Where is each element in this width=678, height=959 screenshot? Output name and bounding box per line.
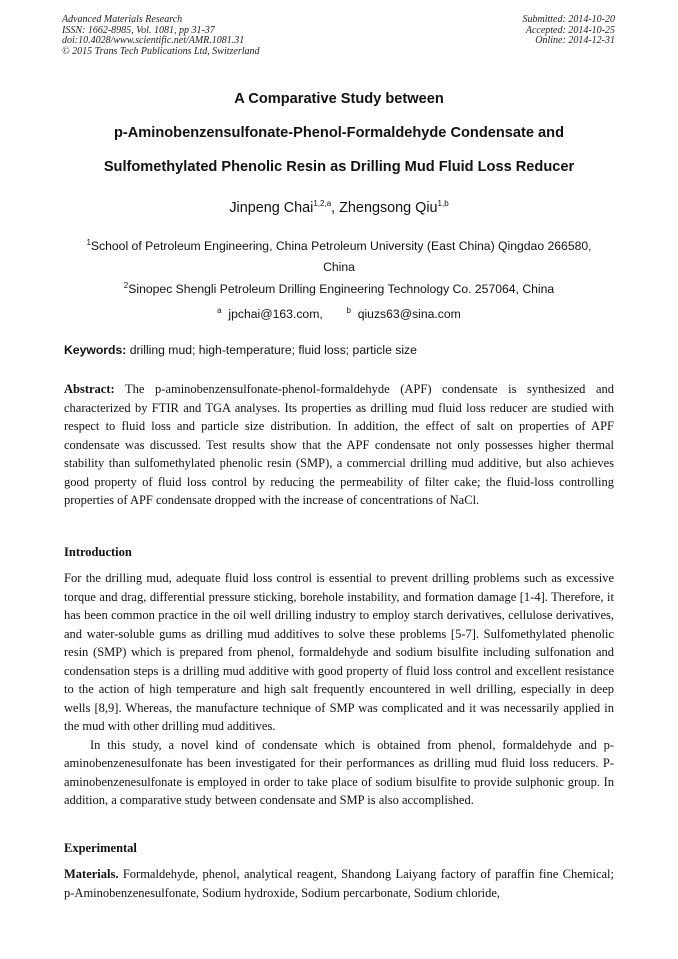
- author-affiliation-sup: 1,2,a: [313, 199, 332, 209]
- email-address[interactable]: qiuzs63@sina.com: [357, 307, 461, 321]
- title-line-3: Sulfomethylated Phenolic Resin as Drilling Mud Fluid Loss Reducer: [103, 159, 575, 175]
- paragraph: In this study, a novel kind of condensate which is obtained from phenol, formaldehyde and p-aminobenzenesulfonate has been investigated for their performances as drilling mud fluid loss reducers. P-aminobenzenesulfonate is employed in order to take place of sodium bisulfite to provide sulphonic group. In addition, a comparative study between condensate and SMP is also accomplished.: [64, 737, 614, 807]
- author-list: [40, 200, 638, 216]
- affiliation-sup: 2: [123, 280, 129, 290]
- section-heading-experimental: Experimental: [64, 841, 137, 855]
- journal-name: Advanced Materials Research: [62, 14, 183, 25]
- paragraph: For the drilling mud, adequate fluid loss control is essential to prevent drilling problems such as excessive torque and drag, differential pressure sticking, borehole instability, and formation damage [1-4]. Therefore, it has been common practice in the oil well drilling industry to employ starch derivatives, cellulose derivatives, and water-soluble gums as drilling mud additives to solve these problems [5-7]. Sulfomethylated phenolic resin (SMP) which is prepared from phenol, formaldehyde and sodium bisulfite including sulfonation and condensation steps is a drilling mud additive with good property of fluid loss control and excellent resistance to the action of high temperature and high salt frequently encountered in well drilling, especially in deep wells [8,9]. Whereas, the manufacture technique of SMP was complicated and it was necessarily applied in the mud with other drilling mud additives.: [64, 571, 614, 733]
- experimental-body: [64, 865, 614, 902]
- title-line-2: p-Aminobenzensulfonate-Phenol-Formaldehyde Condensate and: [113, 125, 564, 141]
- email-sup: b: [346, 305, 351, 315]
- keywords-label: Keywords:: [64, 343, 127, 357]
- title-line-1: A Comparative Study between: [234, 91, 444, 107]
- issn-line: ISSN: 1662-8985, Vol. 1081, pp 31-37: [62, 24, 215, 36]
- author-affiliation-sup: 1,b: [437, 199, 449, 209]
- doi-line: doi:10.4028/www.scientific.net/AMR.1081.31: [62, 35, 245, 47]
- affiliation-text: China: [323, 260, 355, 274]
- materials-label: Materials.: [64, 867, 119, 881]
- abstract: [64, 380, 614, 510]
- keywords: [64, 343, 417, 357]
- journal-header-left: [62, 15, 260, 57]
- email-line: [40, 304, 638, 325]
- keywords-text: drilling mud; high-temperature; fluid loss; particle size: [126, 343, 417, 357]
- affiliation-2: [40, 279, 638, 300]
- materials-text: Formaldehyde, phenol, analytical reagent, Shandong Laiyang factory of paraffin fine Chemical; p-Aminobenzenesulfonate, Sodium hydroxide, Sodium percarbonate, Sodium chloride,: [64, 867, 614, 900]
- affiliation-sup: 1: [86, 237, 91, 247]
- copyright-line: © 2015 Trans Tech Publications Ltd, Switzerland: [62, 45, 260, 57]
- section-heading-introduction: Introduction: [64, 545, 132, 559]
- author-name: Zhengsong Qiu: [339, 200, 438, 216]
- abstract-text: The p-aminobenzensulfonate-phenol-formaldehyde (APF) condensate is synthesized and characterized by FTIR and TGA analyses. Its properties as drilling mud fluid loss reducer are studied with respect to fluid loss and particle size distribution. In addition, the effect of salt on properties of APF condensate was discussed. Test results show that the APF condensate not only possesses higher thermal stability than sulfomethylated phenolic resin (SMP), a commercial drilling mud additive, but also achieves good property of fluid loss control by reducing the permeability of filter cake; the fluid-loss controlling properties of APF condensate dropped with the increase of concentrations of NaCl.: [64, 382, 614, 507]
- affiliation-1: [40, 236, 638, 278]
- email-sup: a: [217, 305, 222, 315]
- abstract-label: Abstract:: [64, 382, 115, 396]
- author-separator: ,: [331, 200, 340, 216]
- journal-header-right: [523, 15, 616, 47]
- accepted-date: Accepted: 2014-10-25: [525, 24, 615, 36]
- author-name: Jinpeng Chai: [229, 200, 314, 216]
- email-address[interactable]: jpchai@163.com,: [228, 307, 323, 321]
- submitted-date: Submitted: 2014-10-20: [522, 14, 615, 25]
- affiliation-text: School of Petroleum Engineering, China Petroleum University (East China) Qingdao 266580,: [90, 239, 592, 253]
- introduction-body: [64, 569, 614, 810]
- online-date: Online: 2014-12-31: [535, 35, 615, 47]
- affiliation-text: Sinopec Shengli Petroleum Drilling Engineering Technology Co. 257064, China: [128, 282, 555, 296]
